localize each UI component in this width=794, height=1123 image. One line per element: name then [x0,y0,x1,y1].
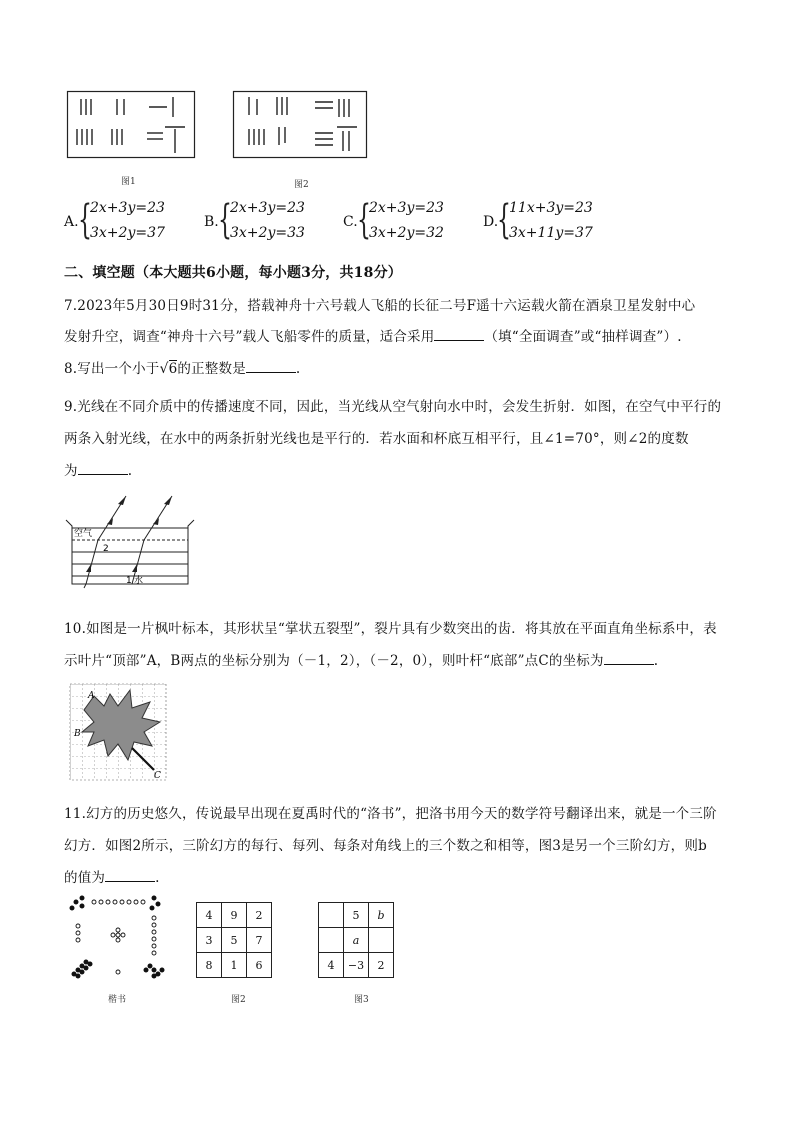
q9-line3-pre: 为 [64,463,78,479]
sqrt-icon: √ [159,361,169,377]
q9-line1: 9.光线在不同介质中的传播速度不同，因此，当光线从空气射向水中时，会发生折射．如图，在空气中平行的 [64,399,722,415]
fig-angle1-label: 1 [126,576,132,586]
q8-post: 的正整数是 [177,361,246,377]
point-c-label: C [154,771,161,781]
q9-line2: 两条入射光线，在水中的两条折射光线也是平行的．若水面和杯底互相平行，且∠1=70°，则∠2的度数 [64,431,689,447]
magic-cell: 3 [197,928,222,953]
fig2-caption: 图2 [294,180,309,190]
q11-line3-pre: 的值为 [64,870,106,886]
magic-cell: 9 [222,903,247,928]
maple-leaf-figure [70,684,168,782]
fig-water-label: 水 [134,576,144,586]
magic-cell: 2 [369,953,394,978]
option-eq1: 2x+3y=23 [90,200,165,216]
option-label: A. [64,214,79,230]
magic-cell: b [369,903,394,928]
rod-figure-2 [233,91,367,159]
option-eq2: 3x+11y=37 [509,225,593,241]
point-b-label: B [74,729,81,739]
option-eq2: 3x+2y=32 [369,225,444,241]
q9-answer-blank[interactable] [78,462,128,475]
fig-air-label: 空气 [74,529,93,539]
q10-answer-blank[interactable] [604,652,654,665]
refraction-figure [64,490,196,588]
q11-line3 [64,866,160,886]
magic-square-fig3 [318,902,394,978]
fig-angle2-label: 2 [103,544,109,554]
q9-line3-post: . [127,463,133,479]
q7-line2-post: （填“全面调查”或“抽样调查”）. [484,329,682,345]
option-eq2: 3x+2y=33 [230,225,305,241]
q7-line2-pre: 发射升空，调查“神舟十六号”载人飞船零件的质量，适合采用 [64,329,435,345]
fig1-caption: 图1 [121,177,136,187]
q11-line2: 幻方．如图2所示，三阶幻方的每行、每列、每条对角线上的三个数之和相等，图3是另一个三阶幻方，则b [64,838,707,854]
q7-line2 [64,325,682,345]
option-label: B. [204,214,219,230]
q7-line1: 7.2023年5月30日9时31分，搭载神舟十六号载人飞船的长征二号F遥十六运载火箭在酒泉卫星发射中心 [64,298,696,314]
q10-line1: 10.如图是一片枫叶标本，其形状呈“掌状五裂型”，裂片具有少数突出的齿．将其放在平面直角坐标系中，表 [64,621,717,637]
q11-line3-post: . [155,870,160,886]
luoshu-figure [68,896,164,982]
option-label: D. [483,214,499,230]
option-eq1: 11x+3y=23 [509,200,593,216]
q8-end: . [295,361,301,377]
magic-cell [319,903,344,928]
magic-cell [319,928,344,953]
magic-cell: 8 [197,953,222,978]
point-a-label: A [88,691,95,701]
q8-radical: 6 [168,361,178,377]
magic-cell [369,928,394,953]
q10-line2-post: . [653,653,659,669]
magic-cell: 4 [197,903,222,928]
option-eq2: 3x+2y=37 [90,225,165,241]
magic-cell: 4 [319,953,344,978]
fig3-magic-caption: 图3 [354,995,369,1005]
luoshu-caption: 楷书 [108,995,127,1005]
q7-answer-blank[interactable] [434,328,484,341]
magic-cell: 5 [344,903,369,928]
q10-line2 [64,649,658,669]
magic-cell: 5 [222,928,247,953]
q11-line1: 11.幻方的历史悠久，传说最早出现在夏禹时代的“洛书”，把洛书用今天的数学符号翻译出来，就是一个三阶 [64,806,717,822]
magic-cell: 7 [247,928,272,953]
section-title: 二、填空题（本大题共6小题，每小题3分，共18分） [64,265,402,281]
magic-cell: 2 [247,903,272,928]
q8-pre: 8.写出一个小于 [64,361,160,377]
magic-square-fig2 [196,902,272,978]
option-eq1: 2x+3y=23 [369,200,444,216]
q8-line [64,357,300,377]
q10-line2-pre: 示叶片“顶部”A，B两点的坐标分别为（－1，2），（－2，0），则叶杆“底部”点C的坐标为 [64,653,604,669]
rod-figure-1 [67,91,195,159]
magic-cell: 6 [247,953,272,978]
q8-answer-blank[interactable] [246,360,296,373]
magic-cell: a [344,928,369,953]
magic-cell: −3 [344,953,369,978]
magic-cell: 1 [222,953,247,978]
q9-line3 [64,459,132,479]
fig2-magic-caption: 图2 [231,995,246,1005]
q11-answer-blank[interactable] [105,869,155,882]
option-label: C. [343,214,358,230]
option-eq1: 2x+3y=23 [230,200,305,216]
